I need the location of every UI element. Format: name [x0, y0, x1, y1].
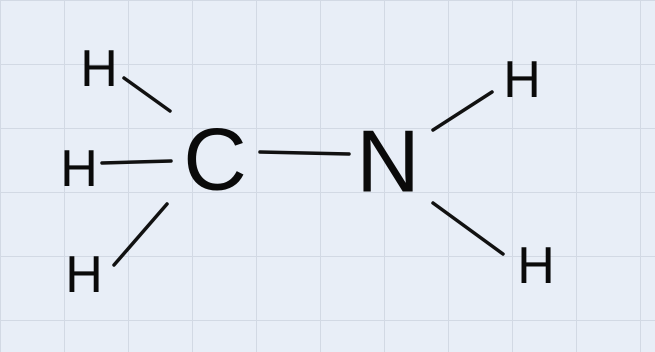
atom-hydrogen-nitrogen-top: H: [503, 51, 541, 109]
bond-c-h-middle: [102, 161, 171, 163]
atom-hydrogen-nitrogen-bottom: H: [517, 237, 555, 295]
bond-c-h-top: [124, 78, 170, 111]
atom-hydrogen-carbon-middle: H: [60, 140, 98, 198]
bond-c-n: [260, 152, 349, 154]
bond-c-h-bottom: [114, 204, 167, 265]
bond-n-h-top: [433, 92, 492, 130]
atom-hydrogen-carbon-bottom: H: [65, 246, 103, 304]
atom-carbon: C: [183, 109, 247, 209]
bond-n-h-bottom: [433, 203, 503, 254]
atom-hydrogen-carbon-top: H: [80, 40, 118, 98]
atom-nitrogen: N: [356, 111, 420, 211]
